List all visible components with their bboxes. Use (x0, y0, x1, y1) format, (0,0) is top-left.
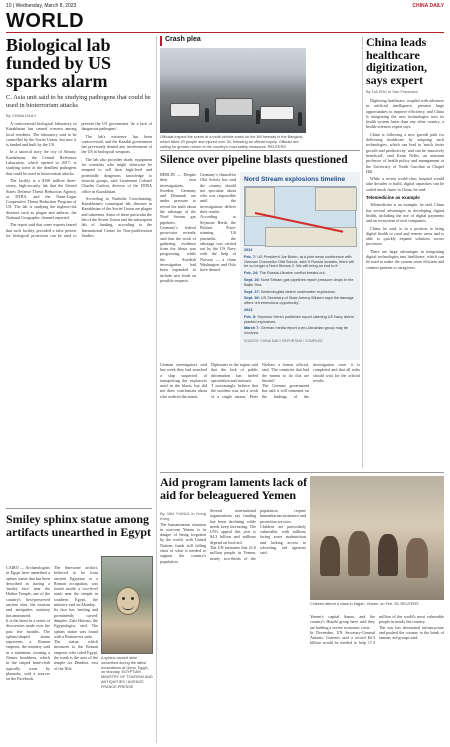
header-rule (6, 32, 444, 33)
aid-paragraph: In December, UN Secretary-General Antonio Guterres said a record $4.3 billion would be needed to help 17.3 million of the world's most vulnerable people in nearly the country. (310, 614, 444, 646)
pipeline-body (160, 172, 236, 360)
china-leads-paragraph: While a recent world-class hospital would take decades to build, digital capacities can be scaled much faster in China, he said. (366, 176, 444, 192)
page-number-date: 10 | Wednesday, March 8, 2023 (6, 3, 77, 9)
section-title: WORLD (6, 10, 85, 32)
pipeline-paragraph: Germany's chancellor Olaf Scholz has said the country should not speculate about who was responsible until the investigations deliver their results. (200, 172, 236, 215)
china-leads-paragraph: China, he said, is in a position to bring digital health to rural and remote areas and is able to quickly expand solutions across provinces. (366, 225, 444, 247)
china-leads-byline: By LIA ZHU in San Francisco (366, 89, 418, 94)
aid-headline[interactable]: Aid program laments lack of aid for beleaguered Yemen (160, 475, 308, 502)
aid-byline: By JAN YUMUL in Hong Kong (160, 511, 206, 522)
child-silhouette (320, 536, 340, 576)
smiley-paragraph: CAIRO — Archaeologists in Egypt have unearthed a sphinx statue that has been described as having a 'smiley face' near the Hathor Temple, one of the country's best-preserved ancient sites, the tourism and antiquities ministry has announced. (6, 565, 50, 618)
pipeline-paragraph: Diplomats in the region said that the lack of public information has fueled speculation and mistrust. (211, 362, 258, 383)
sphinx-eye (131, 597, 134, 600)
timeline-entry: 2022 (244, 248, 253, 252)
aid-body (160, 508, 306, 743)
vehicle-shape (215, 98, 253, 116)
timeline-entry: Feb. 24: The Russia-Ukraine conflict breaks out. (244, 271, 326, 276)
sphinx-photo-caption: A sphinx-carved stele unearthed during the latest excavations at Qena, Egypt, on Monday. EGYPTIAN MINISTRY OF TOURISM AND ANTIQUITIES / AGENCE FRANCE-PRESSE (101, 656, 153, 689)
person-silhouette (205, 108, 209, 122)
timeline-entry: Feb. 7: US President Joe Biden, at a joint news conference with German Chancellor Olaf Scholz, said 'if Russia invades, there will be no longer a Nord Stream 2. We will bring an end to it'. (244, 254, 355, 269)
china-leads-paragraph: Digitizing healthcare, coupled with advances in artificial intelligence, presents huge opportunities to improve efficiency, and China is integrating the new technologies into its health system faster than any other country, a health-sciences expert says. (366, 98, 444, 130)
aid-paragraph: The humanitarian situation in war-torn Yemen is in danger of being forgotten by the world, with United Nations funds still falling short of what is needed to support the country's population. (160, 521, 206, 564)
timeline-entry: 2023 (244, 307, 253, 312)
crash-caption: Officials inspect the scene of a multi-vehicle crash on the M4 freeway in the Bangkok, which killed 20 people and injured over 30, following an official inquiry. Officials are calling for greater reform of the country's road safety measures. REUTERS (160, 135, 304, 149)
timeline-entry: Sept. 26: Nord Stream gas pipelines report pressure drops in the Baltic Sea. (244, 277, 354, 287)
pipeline-paragraph: The German government has said it will comment on the findings of the investigation once it is completed and that all sides should wait for the official results. (262, 362, 360, 399)
main-paragraph: The lab also provides shady equipment for scientists who might otherwise be tempted to sell their high-level and potentially dangerous knowledge to terrorist groups, said Lieutenant Colonel Charles Carlton, director of the DTRA office in Kazakhstan. (81, 156, 152, 194)
china-leads-paragraph: China is following a new growth path for delivering healthcare by adopting such technologies, which can lead to 'much faster growth and productivity' and can be 'massively beneficial', said Kenn Nellis, an assistant professor of health policy and management at the University of North Carolina at Chapel Hill. (366, 131, 444, 174)
pipeline-headline[interactable]: Silence over pipeline blasts questioned (160, 154, 348, 166)
crash-photo (160, 48, 306, 133)
smiley-headline[interactable]: Smiley sphinx statue among artifacts unearthed in Egypt (6, 512, 151, 539)
aid-paragraph: Children are particularly vulnerable, with millions facing acute malnutrition and lacking access to schooling, aid agencies said. (260, 523, 306, 556)
yemen-photo-caption: Children attend a class in Hajjah, Yemen, on Feb. 25. REUTERS (310, 602, 419, 606)
pipeline-body-continued (160, 362, 360, 470)
pipeline-paragraph: Germany's federal prosecutor recently said that the work of gathering evidence from the blasts was progressing, while the Swedish investigation had been expanded to include new leads on possible suspects. (160, 224, 196, 283)
main-headline[interactable]: Biological lab funded by US sparks alarm (6, 35, 112, 91)
china-leads-subhead: Telemedicine as example (366, 195, 420, 201)
vehicle-shape (260, 106, 294, 120)
sphinx-eye (122, 597, 125, 600)
person-silhouette (256, 110, 260, 124)
main-paragraph: The facility is a $108 million three-storey, high-security lab that the United States Defense Threat Reduction Agency, or DTRA, and the Nunn-Lugar Cooperative Threat Reduction Program of US. The lab is studying the highest-risk diseases such as plague and anthrax, the National Geographic channel reported. (6, 177, 77, 221)
timeline-entry: Feb. 8: Seymour Hersh publishes report claiming US Navy divers planted explosives. (244, 314, 354, 324)
section-divider (160, 150, 360, 151)
pipeline-paragraph: BERLIN — Despite their own investigations, Sweden, Germany and Denmark are under pressure to reveal the truth about the sabotage of the Nord Stream gas pipelines. (160, 172, 196, 225)
main-body (6, 121, 152, 486)
china-leads-paragraph: There are large advantages in integrating digital technologies into healthcare, which can be used to make the system more efficient and connect patients to caregivers. (366, 248, 444, 270)
vehicle-shape (170, 103, 200, 117)
aid-paragraph: The war has devastated infrastructure and pushed the country to the brink of famine, aid groups said. (379, 624, 444, 641)
aid-body-continued (310, 614, 444, 743)
main-paragraph: In a satirical story the city of Almaty, Kazakhstan, the Central Reference Laboratory, which opened in 2017, is studying some of the deadliest pathogens that could be used in bioterrorism attacks. (6, 149, 77, 176)
pipeline-paragraph: German investigators said last week they had searched a ship suspected of transporting the explosives used in the blasts, but did not draw conclusions about who ordered the attack. (160, 362, 207, 399)
timeline-entry: March 7: German media report a pro-Ukrainian group may be involved. (244, 326, 349, 336)
main-paragraph: According to Nurbolat Coordinating, Kazakhstan's counterpart lab, diseases in Kazakhstan of the Soviet Union are plague and tularemia. Some of these particular the lab of the Soviet Union and the subsequent lab of funding, according to the International Center for Non-proliferation Studies. (81, 195, 152, 238)
newspaper-brand: CHINA DAILY (412, 3, 444, 9)
timeline-source: SOURCE: CHINA DAILY REPORTING / COMPILED (244, 338, 323, 343)
aid-paragraph: Yemen's capital Sanaa, and the country's Houthi group have said they are battling a severe economic crisis. (310, 614, 375, 630)
pipeline-paragraph: 'I increasingly believe that the incident was not a work of a single nation,' Peter Nielsen, a former official, said. 'The countries that had the means to do this are limited.' (211, 362, 309, 399)
aid-paragraph: The UN estimates that 21.6 million people in Yemen, nearly two-thirds of the population, require humanitarian assistance and protection services. (210, 508, 306, 561)
smiley-body (6, 565, 98, 740)
china-leads-headline[interactable]: China leads healthcare digitization, says expert (366, 35, 428, 87)
main-paragraph: A controversial biological laboratory in Kazakhstan has caused concern among local residents. The laboratory said to be controlled by the Soviet Union, but now it is funded and built by the US. (6, 121, 77, 148)
smiley-paragraph: The limestone artifact, believed to be from ancient Egyptian or a Roman occupation, was found inside a two-level tomb near the temple in southern Egypt, the ministry said on Monday. (54, 565, 98, 608)
section-divider (160, 472, 444, 473)
nord-stream-timeline (240, 172, 360, 360)
column-rule (362, 36, 363, 468)
timeline-entry: Sept. 27: Seismologists detect underwater explosions. (244, 289, 336, 294)
person-silhouette (298, 112, 302, 126)
child-silhouette (378, 534, 398, 576)
smiley-paragraph: Its face has 'smiling and prominently carved' dimples, Zahi Hawass, the Egyptologist, said. The sphinx statue was found with a Roman-era stela. (54, 607, 98, 639)
column-rule (156, 36, 157, 743)
smiley-paragraph: It is the latest in a series of discoveries made over the past few months. The sphinx-shaped statue represents a Roman emperor, the ministry said in a statement, wearing a Nemes headdress, which in the striped head-cloth typically worn by pharaohs, said a sources on the Facebook. (6, 617, 50, 682)
timeline-entry: Sept. 30: US Secretary of State Antony Blinken says the damage offers 'a tremendous opportunity'. (244, 296, 354, 306)
section-divider (6, 508, 152, 509)
sphinx-face-shape (116, 587, 140, 615)
crash-plea-label: Crash plea (160, 36, 220, 46)
china-leads-story (366, 36, 444, 538)
baltic-map (244, 186, 356, 246)
main-paragraph: The lab's existence has been controversial, and the Kazakh government has previously denied any involvement of the US in biological weapons. (81, 133, 152, 155)
main-story (6, 36, 152, 486)
main-byline: By CHINA DAILY (6, 113, 37, 118)
sphinx-photo (101, 556, 153, 654)
main-deck: C. Asia unit said to be studying pathogens that could be used in bioterrorism attacks (6, 94, 151, 109)
smiley-paragraph: The statue, which measures to the Roman emperor who ruled Egypt, the tomb is the area of the temple for Dendera, east of the Nile. (54, 639, 98, 671)
pipeline-paragraph: According to Seymour Hersh, the Pulitzer Prize-winning US journalist, the sabotage was carried out by the US Navy with the help of Norway — a claim Washington and Oslo have denied. (200, 214, 236, 273)
yemen-classroom-photo (310, 476, 444, 600)
main-paragraph: The report said that some experts feared that such facility, provided a false pretext for biological protection can be used to prevent the US government 'do a lack of dangerous pathogens'. (6, 121, 152, 238)
aid-paragraph: Several international organizations say funding has been declining while needs keep increasing. The UN's appeal this year is $4.3 billion and millions depend on food aid. (210, 508, 256, 545)
timeline-title: Nord Stream explosions timeline (244, 176, 346, 183)
china-leads-paragraph: Telemedicine is an example, he said. China has several advantages in developing digital health, including the use of digital payments and an ecosystem of tech companies. (366, 202, 444, 224)
map-landmass (315, 187, 357, 211)
child-silhouette (348, 531, 370, 576)
child-silhouette (406, 538, 428, 578)
